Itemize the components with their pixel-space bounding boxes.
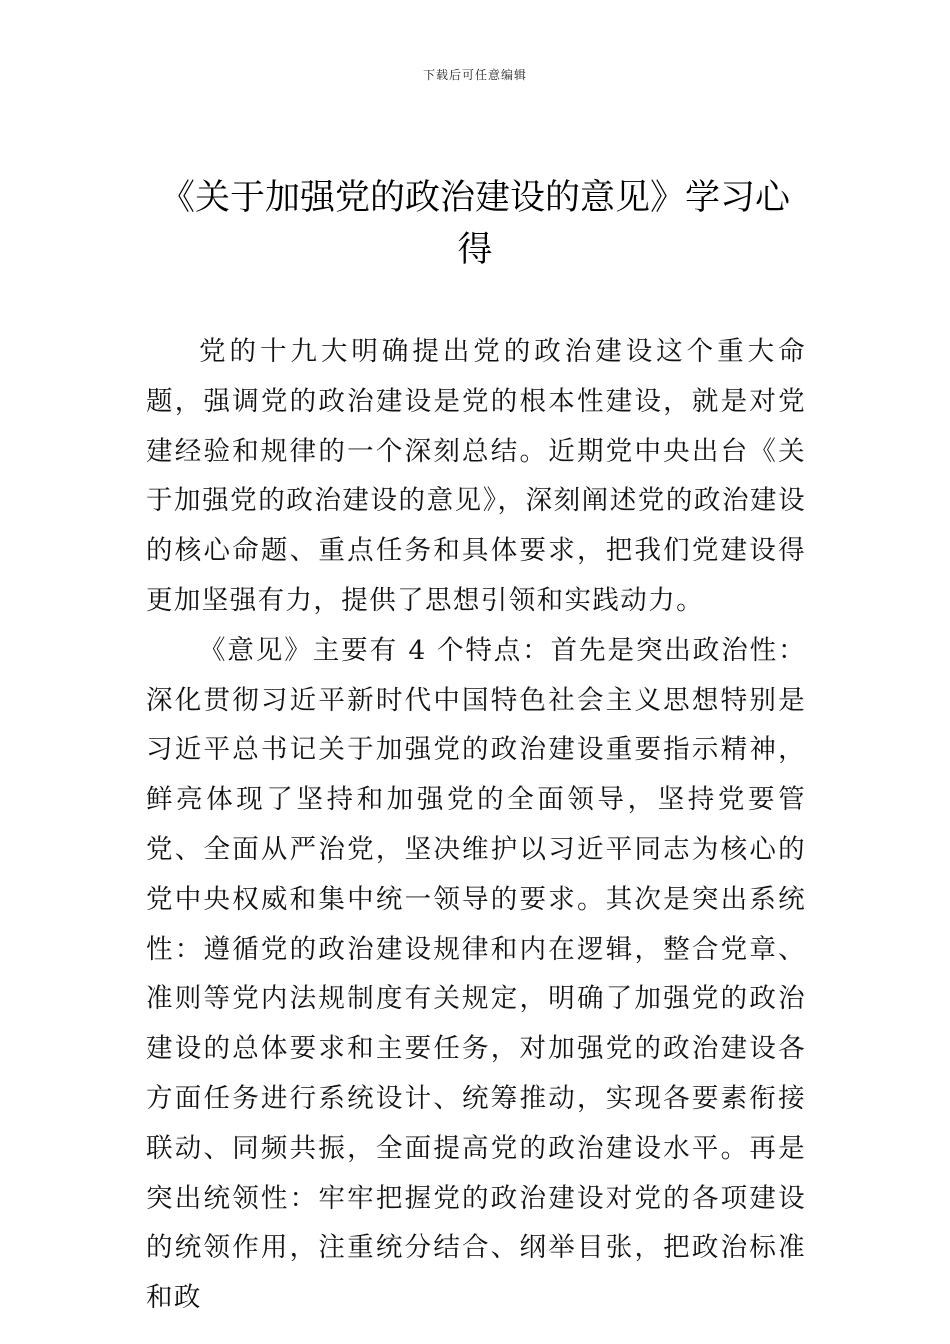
document-title: 《关于加强党的政治建设的意见》学习心得 — [159, 178, 790, 270]
paragraph-1: 党的十九大明确提出党的政治建设这个重大命题，强调党的政治建设是党的根本性建设，就是对党建经验和规律的一个深刻总结。近期党中央出台《关于加强党的政治建设的意见》，深刻阐述党的政治建设的核心命题、重点任务和具体要求，把我们党建设得更加坚强有力，提供了思想引领和实践动力。 — [146, 336, 806, 616]
document-body — [146, 327, 806, 1323]
header-note: 下载后可任意编辑 — [422, 68, 527, 82]
paragraph-2: 《意见》主要有 4 个特点：首先是突出政治性：深化贯彻习近平新时代中国特色社会主义思想特别是习近平总书记关于加强党的政治建设重要指示精神，鲜亮体现了坚持和加强党的全面领导，坚持党要管党、全面从严治党，坚决维护以习近平同志为核心的党中央权威和集中统一领导的要求。其次是突出系统性：遵循党的政治建设规律和内在逻辑，整合党章、准则等党内法规制度有关规定，明确了加强党的政治建设的总体要求和主要任务，对加强党的政治建设各方面任务进行系统设计、统筹推动，实现各要素衔接联动、同频共振，全面提高党的政治建设水平。再是突出统领性：牢牢把握党的政治建设对党的各项建设的统领作用，注重统分结合、纲举目张，把政治标准和政 — [146, 634, 806, 1314]
